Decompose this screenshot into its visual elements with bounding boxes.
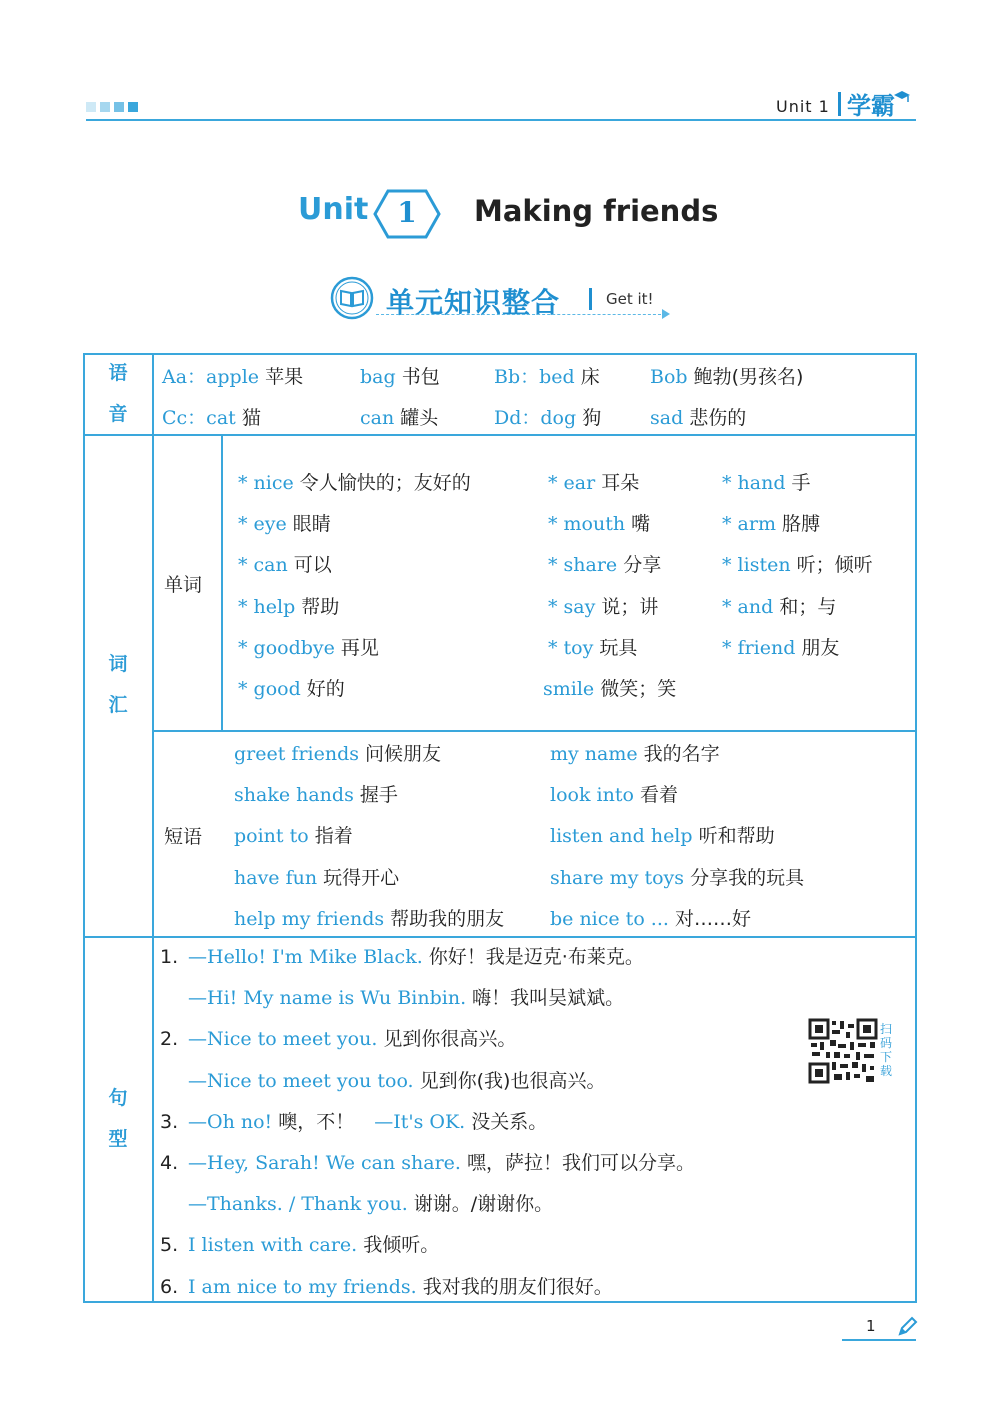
english-text: * mouth — [548, 513, 626, 536]
chinese-text: 分享 — [617, 554, 662, 577]
chinese-text: 分享我的玩具 — [684, 866, 805, 889]
chinese-text: 猫 — [235, 407, 261, 429]
phrase-item — [550, 863, 804, 890]
category-char: 型 — [108, 1128, 128, 1150]
english-text: * can — [238, 554, 288, 577]
category-char: 音 — [108, 403, 128, 425]
chinese-sentence: 你好！我是迈克·布莱克。 — [422, 946, 644, 968]
brand-logo: 学霸 — [847, 92, 895, 120]
english-text: Bb：bed — [494, 366, 575, 388]
header-rule — [86, 119, 916, 121]
word-item — [238, 468, 471, 495]
chinese-text: 床 — [574, 366, 600, 388]
chinese-sentence: 我倾听。 — [357, 1234, 440, 1257]
english-text: * say — [548, 595, 596, 618]
pronunciation-item — [360, 362, 440, 389]
chinese-text: 手 — [785, 472, 811, 494]
category-char: 汇 — [108, 694, 128, 716]
word-item — [548, 550, 661, 577]
category-sentences — [98, 1078, 138, 1160]
pronunciation-item — [650, 362, 803, 389]
english-text: shake hands — [234, 784, 354, 807]
chinese-text: 握手 — [353, 784, 398, 807]
chinese-text: 嘴 — [625, 513, 651, 536]
english-text: look into — [550, 784, 634, 807]
sentence-line — [160, 1066, 605, 1093]
phrase-item — [550, 821, 775, 848]
chinese-text: 帮助 — [295, 595, 340, 618]
unit-word: Unit — [298, 192, 369, 227]
english-text: greet friends — [234, 743, 359, 765]
sentence-line — [160, 1024, 516, 1051]
sentence-line — [160, 1148, 695, 1175]
category-pronunciation — [98, 353, 138, 435]
pronunciation-item — [162, 362, 303, 389]
table-row-divider — [153, 730, 916, 732]
chinese-text: 耳朵 — [595, 472, 640, 494]
english-sentence: I listen with care. — [188, 1234, 358, 1257]
chinese-sentence: 嗨！我叫吴斌斌。 — [466, 987, 625, 1010]
pronunciation-item — [650, 403, 746, 430]
chinese-sentence: 谢谢。/谢谢你。 — [407, 1193, 554, 1216]
word-item — [548, 509, 650, 536]
chinese-sentence: 嘿，萨拉！我们可以分享。 — [460, 1152, 696, 1174]
chinese-text: 眼睛 — [286, 513, 331, 536]
sentence-number: 5. — [160, 1234, 179, 1257]
english-text: * help — [238, 595, 296, 618]
english-text: * and — [722, 595, 774, 618]
word-item — [722, 550, 873, 577]
phrase-item — [234, 739, 441, 766]
sentence-number: 2. — [160, 1028, 179, 1051]
category-char: 句 — [108, 1087, 128, 1109]
english-text: Bob — [650, 366, 688, 388]
chinese-text: 好的 — [300, 678, 345, 700]
sentence-number: 3. — [160, 1110, 179, 1133]
english-text: help my friends — [234, 907, 385, 930]
category-vocabulary — [98, 644, 138, 726]
phrases-label: 短语 — [164, 826, 203, 848]
english-sentence: —Nice to meet you. — [188, 1028, 378, 1051]
word-item — [548, 592, 658, 619]
word-item — [548, 633, 637, 660]
chinese-text: 听和帮助 — [692, 825, 775, 848]
english-sentence: —Nice to meet you too. — [188, 1069, 414, 1092]
chinese-sentence: 见到你很高兴。 — [377, 1028, 517, 1051]
chinese-text: 悲伤的 — [683, 407, 747, 429]
english-text: Dd：dog — [494, 407, 577, 429]
word-item — [238, 550, 332, 577]
chinese-text: 再见 — [334, 636, 379, 659]
english-text: * share — [548, 554, 618, 577]
chinese-text: 罐头 — [394, 407, 439, 429]
words-label: 单词 — [164, 574, 203, 596]
category-char: 词 — [108, 653, 128, 675]
sentence-line — [160, 942, 644, 969]
chinese-text: 对……好 — [668, 907, 751, 930]
english-text: my name — [550, 743, 638, 765]
brand-bar — [838, 92, 841, 116]
word-item — [238, 633, 379, 660]
english-sentence: —Thanks. / Thank you. — [188, 1193, 408, 1216]
arrow-right-icon — [662, 309, 670, 319]
chinese-text: 和；与 — [773, 595, 837, 618]
chinese-text: 书包 — [395, 366, 440, 388]
chinese-text: 玩得开心 — [317, 866, 400, 889]
phrase-item — [234, 904, 504, 931]
footer-rule — [842, 1339, 916, 1341]
chinese-sentence: 没关系。 — [465, 1110, 548, 1133]
section-subtitle: Get it! — [606, 290, 654, 308]
pronunciation-item — [494, 403, 601, 430]
pronunciation-item — [494, 362, 600, 389]
chinese-text: 可以 — [287, 554, 332, 577]
word-item — [238, 592, 339, 619]
word-item — [543, 674, 676, 701]
sentence-line — [160, 983, 624, 1010]
phrase-item — [550, 780, 678, 807]
table-row-divider — [84, 434, 916, 436]
chinese-text: 令人愉快的；友好的 — [293, 472, 471, 494]
unit-title: Making friends — [474, 194, 719, 228]
english-text: * friend — [722, 636, 796, 659]
qr-label: 扫码下载 — [880, 1022, 893, 1078]
sentence-line — [160, 1230, 439, 1257]
english-text: * eye — [238, 513, 287, 536]
chinese-text: 帮助我的朋友 — [384, 907, 505, 930]
open-book-icon — [330, 276, 374, 320]
chinese-sentence: 我对我的朋友们很好。 — [416, 1275, 613, 1298]
chinese-text: 问候朋友 — [359, 743, 442, 765]
header-unit-label: Unit 1 — [776, 97, 830, 116]
english-text: have fun — [234, 866, 318, 889]
section-title: 单元知识整合 — [386, 286, 561, 319]
english-text: point to — [234, 825, 309, 848]
chinese-sentence: 噢，不！ — [272, 1110, 355, 1133]
chinese-text: 狗 — [576, 407, 602, 429]
english-text: * ear — [548, 472, 596, 494]
english-text: sad — [650, 407, 684, 429]
category-char: 语 — [108, 362, 128, 384]
table-col-divider — [152, 354, 154, 1302]
english-sentence: —Hey, Sarah! We can share. — [188, 1152, 461, 1174]
chinese-text: 微笑；笑 — [594, 678, 677, 700]
english-text: * arm — [722, 513, 776, 536]
english-sentence: —Hi! My name is Wu Binbin. — [188, 987, 467, 1010]
chinese-text: 玩具 — [593, 636, 638, 659]
word-item — [722, 633, 839, 660]
english-text: be nice to ... — [550, 907, 669, 930]
word-item — [238, 674, 345, 701]
chinese-text: 说；讲 — [595, 595, 659, 618]
qr-code-icon[interactable] — [808, 1018, 878, 1084]
english-text: * toy — [548, 636, 594, 659]
chinese-text: 朋友 — [795, 636, 840, 659]
english-text: * good — [238, 678, 301, 700]
sentence-number: 4. — [160, 1152, 179, 1174]
header-decoration — [86, 102, 138, 112]
chinese-sentence: 见到你(我)也很高兴。 — [413, 1069, 606, 1092]
sentence-line — [160, 1189, 553, 1216]
pencil-icon — [896, 1316, 918, 1338]
pronunciation-item — [162, 403, 261, 430]
english-text: Cc：cat — [162, 407, 236, 429]
english-text: bag — [360, 366, 396, 388]
chinese-text: 鲍勃(男孩名) — [687, 366, 804, 388]
english-text: * nice — [238, 472, 294, 494]
section-divider — [589, 288, 592, 310]
chinese-text: 看着 — [633, 784, 678, 807]
english-text: Aa：apple — [162, 366, 260, 388]
english-text: * listen — [722, 554, 791, 577]
header-brand — [838, 86, 911, 121]
pronunciation-item — [360, 403, 438, 430]
english-text: can — [360, 407, 395, 429]
chinese-text: 我的名字 — [637, 743, 720, 765]
chinese-text: 听；倾听 — [790, 554, 873, 577]
english-text: * goodbye — [238, 636, 335, 659]
table-col-divider — [221, 436, 223, 730]
english-text: smile — [543, 678, 595, 700]
word-item — [722, 468, 811, 495]
chinese-text: 胳膊 — [775, 513, 821, 536]
word-item — [548, 468, 639, 495]
sentence-line — [160, 1107, 547, 1134]
phrase-item — [234, 863, 399, 890]
english-sentence: —Hello! I'm Mike Black. — [188, 946, 423, 968]
sentence-number: 6. — [160, 1275, 179, 1298]
table-row-divider — [84, 936, 916, 938]
english-text: listen and help — [550, 825, 693, 848]
phrase-item — [550, 904, 751, 931]
unit-number: 1 — [397, 196, 417, 229]
word-item — [722, 509, 820, 536]
section-dashed-line — [376, 314, 666, 315]
graduation-cap-icon — [893, 89, 911, 107]
phrase-item — [234, 780, 398, 807]
english-sentence: —Oh no! — [188, 1110, 273, 1133]
phrase-item — [550, 739, 720, 766]
english-text: share my toys — [550, 866, 685, 889]
english-sentence: —It's OK. — [374, 1110, 466, 1133]
page-number: 1 — [866, 1317, 876, 1335]
sentence-number: 1. — [160, 946, 179, 968]
sentence-line — [160, 1272, 613, 1299]
word-item — [722, 592, 836, 619]
english-text: * hand — [722, 472, 786, 494]
phrase-item — [234, 821, 353, 848]
word-item — [238, 509, 331, 536]
chinese-text: 指着 — [308, 825, 353, 848]
english-sentence: I am nice to my friends. — [188, 1275, 417, 1298]
chinese-text: 苹果 — [259, 366, 304, 388]
